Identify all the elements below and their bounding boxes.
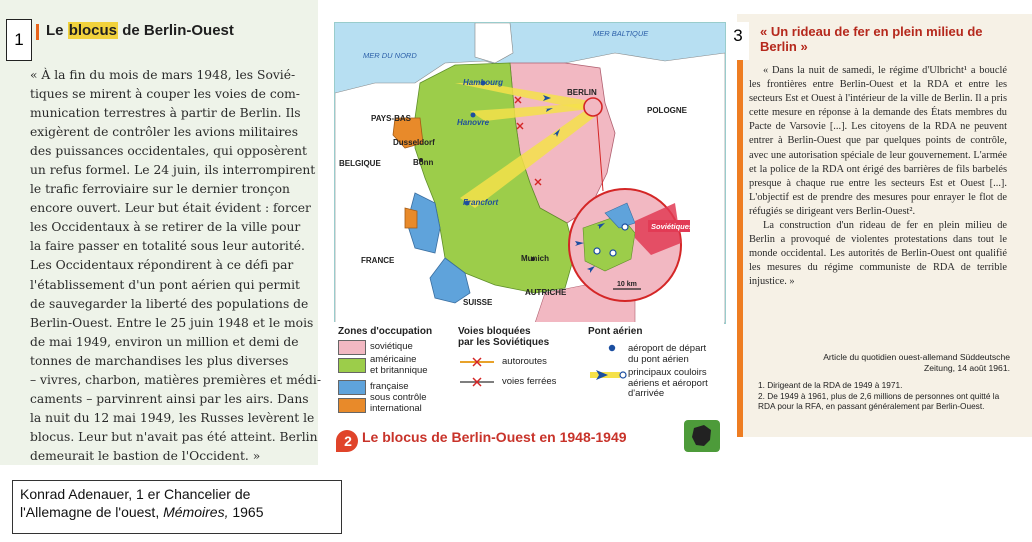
berlin-blockade-map [334,22,726,324]
document-3-title: « Un rideau de fer en plein milieu de Berlin » [760,24,983,54]
document-1-line: la nuit du 12 mai 1949, les Russes levèrent le [30,410,315,425]
departure-airport-dot [471,113,476,118]
document-1-title [46,22,234,39]
label-scale: 10 km [617,281,637,288]
france-map-icon [684,420,720,452]
label-hambourg: Hambourg [463,78,503,87]
author-text: 1965 [228,504,264,520]
document-1-line: la faire passer en totalité sous leur autorité. [30,239,305,254]
book-title: Mémoires, [163,504,229,520]
label-france: FRANCE [361,256,395,265]
document-1-line: – vivres, charbon, matières premières et médi- [30,372,322,387]
document-1-line: blocus. Leur but n'avait pas été atteint. Berlin [30,429,318,444]
document-1-line: demeurait le bastion de l'Occident. » [30,448,261,463]
berlin-marker [584,98,602,116]
document-1-text [30,66,322,466]
label-pologne: POLOGNE [647,106,688,115]
title-accent-bar [36,24,39,40]
label-bonn: Bonn [413,158,434,167]
document-number-3: 3 [727,22,749,60]
document-1-line: caments – parvinrent ainsi par les airs. Dans [30,391,309,406]
author-text: l'Allemagne de l'ouest, [20,504,164,520]
document-1-line: de mai 1949, environ un million et demi de [30,334,299,349]
legend-swatch-american [338,358,366,373]
legend-voies-ferrees: voies ferrées [502,376,557,387]
document-1-line: un refus formel. Le 24 juin, ils interrompirent [30,163,316,178]
legend-swatch-french [338,380,366,395]
document-3-source [760,352,1010,374]
document-1-line: des puissances occidentales, qui opposèrent [30,144,307,159]
legend-autoroutes: autoroutes [502,356,547,367]
label-belgique: BELGIQUE [339,159,381,168]
document-3-paragraph: « Dans la nuit de samedi, le régime d'Ulbricht¹ a bouclé les frontières entre Berlin-Ouest et la RDA et entre les secteurs Est et Ouest à l'intérieur de la ville de Berlin. Il a pris cette mesure en réponse à la demande des États membres du Pacte de Varsovie [...]. Les citoyens de la RDA ne peuvent entrer à Berlin-Ouest que par quelques points de contrôle, avec une autorisation spéciale de leur gouvernement. L'armée et la police de la RDA ont érigé des barrières de fils barbelés presque à chaque rue entre les secteurs Est et Ouest [...]. L'objectif est de prendre des mesures pour enrayer le flot de réfugiés se dirigeant vers Berlin-Ouest². [749,65,1007,217]
legend-airlift-symbols [588,340,628,390]
document-1-line: de sauvegarder la liberté des populations de [30,296,309,311]
title-highlight: blocus [68,22,118,39]
legend-zone-french: française [370,381,409,392]
author-line-2 [20,504,264,520]
document-1-line: le trafic ferroviaire sur le dernier tronçon [30,182,290,197]
map-svg [335,23,725,323]
legend-pont-title: Pont aérien [588,326,643,337]
departure-airport-icon [609,345,615,351]
arrival-airport-icon [622,224,628,230]
arrival-airport-icon [610,250,616,256]
document-number-1: 1 [6,19,32,61]
legend-zones-title: Zones d'occupation [338,326,433,337]
arrival-airport-icon [594,248,600,254]
document-number-2: 2 [344,433,352,449]
document-1-line: tonnes de marchandises les plus diverses [30,353,289,368]
author-line-1: Konrad Adenauer, 1 er Chancelier de [20,486,251,502]
label-berlin: BERLIN [567,88,597,97]
legend-zone-soviet: soviétique [370,341,413,352]
label-mer-baltique: MER BALTIQUE [593,29,649,38]
legend-swatch-soviet [338,340,366,355]
document-1-line: l'établissement d'un pont aérien qui permit [30,277,300,292]
label-dusseldorf: Dusseldorf [393,138,435,147]
legend-departure: aéroport de départ du pont aérien [628,343,707,365]
document-1-line: encore ouvert. Leur but était évident : forcer [30,201,311,216]
france-silhouette [692,425,711,446]
document-1-line: « À la fin du mois de mars 1948, les Sovié- [30,68,296,82]
legend-corridors: principaux couloirs aériens et aéroport d'arrivée [628,367,708,399]
label-mer-du-nord: MER DU NORD [363,51,417,60]
label-munich: Munich [521,254,549,263]
label-pays-bas: PAYS-BAS [371,114,412,123]
source-line: Zeitung, 14 août 1961. [923,363,1010,373]
document-1-line: munication terrestres à partir de Berlin. Ils [30,106,301,121]
label-hanovre: Hanovre [457,118,490,127]
arrival-airport-icon [620,372,626,378]
document-3-text [749,64,1007,290]
france-shape-icon [684,420,720,452]
legend-zone-american: américaine et britannique [370,354,428,376]
document-1-line: exigèrent de contrôler les avions militaires [30,125,299,140]
document-3-notes [758,380,1016,412]
title-part: Le [46,22,68,39]
document-1-line: Les Occidentaux répondirent à ce défi par [30,258,294,273]
map-legend [334,322,724,420]
document-1-line: les Occidentaux à se retirer de la ville pour [30,220,301,235]
map-caption: Le blocus de Berlin-Ouest en 1948-1949 [362,429,627,445]
title-part: de Berlin-Ouest [118,22,234,39]
document-1-line: tiques se mirent à couper les voies de com- [30,87,300,102]
legend-zone-international: sous contrôle international [370,392,427,414]
document-1-line: Berlin-Ouest. Entre le 25 juin 1948 et le mois [30,315,314,330]
footnote: 1. Dirigeant de la RDA de 1949 à 1971. [758,380,903,390]
label-francfort: Francfort [463,198,499,207]
label-autriche: AUTRICHE [525,288,567,297]
label-sovietiques: Soviétiques [651,222,694,231]
legend-swatch-international [338,398,366,413]
source-line: Article du quotidien ouest-allemand Süddeutsche [823,352,1010,362]
saar-zone [405,208,417,228]
legend-blocked-symbols [458,356,498,396]
label-suisse: SUISSE [463,298,493,307]
legend-voies-title: Voies bloquées par les Soviétiques [458,326,550,348]
document-3-paragraph: La construction d'un rideau de fer en plein milieu de Berlin a provoqué de violentes protestations dans tout le monde occidental. Les autorités de Berlin-Ouest ont qualifié les mesures du régime communiste de RDA de terrible injustice. » [749,220,1007,288]
footnote: 2. De 1949 à 1961, plus de 2,6 millions de personnes ont quitté la RDA pour la RFA, en passant généralement par Berlin-Ouest. [758,390,1000,411]
document-3-accent-bar [737,22,743,437]
